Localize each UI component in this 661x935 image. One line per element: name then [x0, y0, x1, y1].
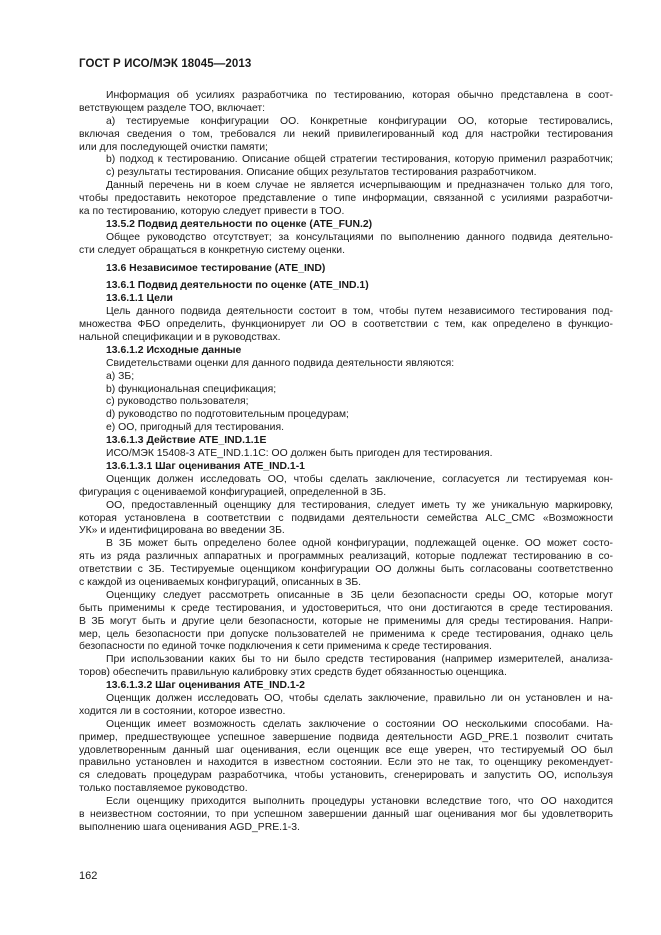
section-heading: 13.5.2 Подвид деятельности по оценке (ATE_FUN.2) [106, 218, 373, 230]
text-line: мер, цель безопасности при допуске пользователей не применима к среде тестирования, однако цель [79, 628, 613, 640]
text-line: b) функциональная спецификация; [106, 383, 277, 395]
text-line: Оценщику следует рассмотреть описанные в ЗБ цели безопасности среды ОО, которые могут [106, 589, 613, 601]
text-line: В ЗБ могут быть и другие цели безопасности, которые не применимы для среды тестирования. Напри- [79, 615, 613, 627]
text-line: множества ФБО определить, функционирует ли ОО в соответствии с тем, как определено в функцио- [79, 319, 613, 331]
text-line: Оценщик должен исследовать ОО, чтобы сделать заключение, согласуется ли тестируемая кон- [106, 473, 613, 485]
section-heading: 13.6 Независимое тестирование (ATE_IND) [106, 262, 326, 274]
text-line: только поставляемое руководство. [79, 783, 248, 795]
text-line: В ЗБ может быть определено более одной конфигурации, подлежащей оценке. ОО может состо- [106, 538, 613, 550]
text-line: правильно установлен и находится в известном состоянии. Если это не так, то оценщику рекомендует- [79, 757, 613, 769]
section-heading: 13.6.1 Подвид деятельности по оценке (ATE_IND.1) [106, 280, 369, 292]
text-line: безопасности по единой точке подключения к сети применима к среде тестирования. [79, 641, 492, 653]
text-line: быть применимы к среде тестирования, и удостовериться, что они достигаются в среде тестирования. [79, 602, 613, 614]
text-line: удовлетворенным данный шаг оценивания, если оценщик все еще уверен, что тестируемый ОО был [79, 744, 613, 756]
text-line: УК» и идентифицирована во введении ЗБ. [79, 525, 285, 537]
text-line: ходится ли в состоянии, которое известно. [79, 705, 286, 717]
text-line: ОО, предоставленный оценщику для тестирования, следует иметь ту же уникальную маркировку, [106, 499, 613, 511]
text-line: а) тестируемые конфигурации ОО. Конкретные конфигурации ОО, которые тестировались, [106, 115, 613, 127]
document-header: ГОСТ Р ИСО/МЭК 18045—2013 [79, 58, 252, 70]
text-line: c) руководство пользователя; [106, 396, 249, 408]
text-line: c) результаты тестирования. Описание общих результатов тестирования разработчиком. [106, 167, 537, 179]
text-line: включая сведения о том, требовался ли некий привилегированный код для настройки тестирования [79, 128, 613, 140]
text-line: b) подход к тестированию. Описание общей стратегии тестирования, которую применил разработчик; [106, 154, 613, 166]
section-heading: 13.6.1.1 Цели [106, 293, 173, 305]
text-line: ять из ряда различных аппаратных и программных реализаций, которые подлежат тестированию в со- [79, 551, 613, 563]
text-line: выполнению шага оценивания AGD_PRE.1-3. [79, 821, 300, 833]
text-line: Свидетельствами оценки для данного подвида деятельности являются: [106, 357, 455, 369]
text-line: сти следует обращаться в конкретную систему оценки. [79, 244, 345, 256]
page-number: 162 [79, 870, 98, 882]
text-line: e) ОО, пригодный для тестирования. [106, 422, 284, 434]
text-line: фигурация с оцениваемой конфигурацией, определенной в ЗБ. [79, 486, 387, 498]
text-line: Если оценщику приходится выполнить процедуры установки вследствие того, что ОО находится [106, 796, 613, 808]
section-heading: 13.6.1.2 Исходные данные [106, 344, 242, 356]
text-line: Оценщик имеет возможность сделать заключение о состоянии ОО несколькими способами. На- [106, 718, 613, 730]
text-line: с каждой из оцениваемых конфигураций, описанных в ЗБ. [79, 576, 362, 588]
text-line: ся следовать процедурам разработчика, чтобы установить, сгенерировать и запустить ОО, используя [79, 770, 613, 782]
text-line: Информация об усилиях разработчика по тестированию, которая обычно представлена в соот- [106, 90, 613, 101]
text-line: Общее руководство отсутствует; за консультациями по выполнению данного подвида деятельно- [106, 231, 613, 243]
text-line: пример, предшествующее успешное завершение подвида деятельности AGD_PRE.1 позволит считать [79, 731, 613, 743]
text-line: ветствующем разделе ТОО, включает: [79, 102, 266, 114]
text-line: чтобы предоставить некоторое представление о типе информации, связанной с усилиями разработчи- [79, 193, 613, 205]
section-heading: 13.6.1.3 Действие ATE_IND.1.1E [106, 435, 267, 447]
text-line: нальной спецификации и в руководствах. [79, 332, 281, 344]
text-line: торов) обеспечить правильную калибровку этих средств будет обязанностью оценщика. [79, 667, 507, 679]
text-line: При использовании каких бы то ни было средств тестирования (например измерителей, анализа- [106, 654, 613, 666]
text-line: ответствии с ЗБ. Тестируемые оценщиком конфигурации ОО должны быть согласованы соответственно [79, 564, 613, 576]
text-line: a) ЗБ; [106, 370, 135, 382]
text-line: в неизвестном состоянии, то при успешном завершении данный шаг оценивания мог бы удовлетворить [79, 808, 613, 820]
text-line: Данный перечень ни в коем случае не является исчерпывающим и предназначен только для того, [106, 180, 613, 192]
text-line: d) руководство по подготовительным процедурам; [106, 409, 349, 421]
text-line: Оценщик должен исследовать ОО, чтобы сделать заключение, правильно ли он установлен и на- [106, 692, 613, 704]
document-body [79, 90, 613, 835]
text-line: или для последующей очистки памяти; [79, 141, 268, 153]
text-line: ка по тестированию, которую следует привести в ТОО. [79, 206, 345, 218]
section-heading: 13.6.1.3.1 Шаг оценивания ATE_IND.1-1 [106, 460, 305, 472]
text-line: которая установлена в соответствии с подвидами деятельности семейства ALC_CMC «Возможности [79, 512, 613, 524]
text-line: ИСО/МЭК 15408-3 ATE_IND.1.1C: ОО должен быть пригоден для тестирования. [106, 448, 493, 460]
section-heading: 13.6.1.3.2 Шаг оценивания ATE_IND.1-2 [106, 680, 305, 692]
text-line: Цель данного подвида деятельности состоит в том, чтобы путем независимого тестирования под- [106, 306, 613, 318]
